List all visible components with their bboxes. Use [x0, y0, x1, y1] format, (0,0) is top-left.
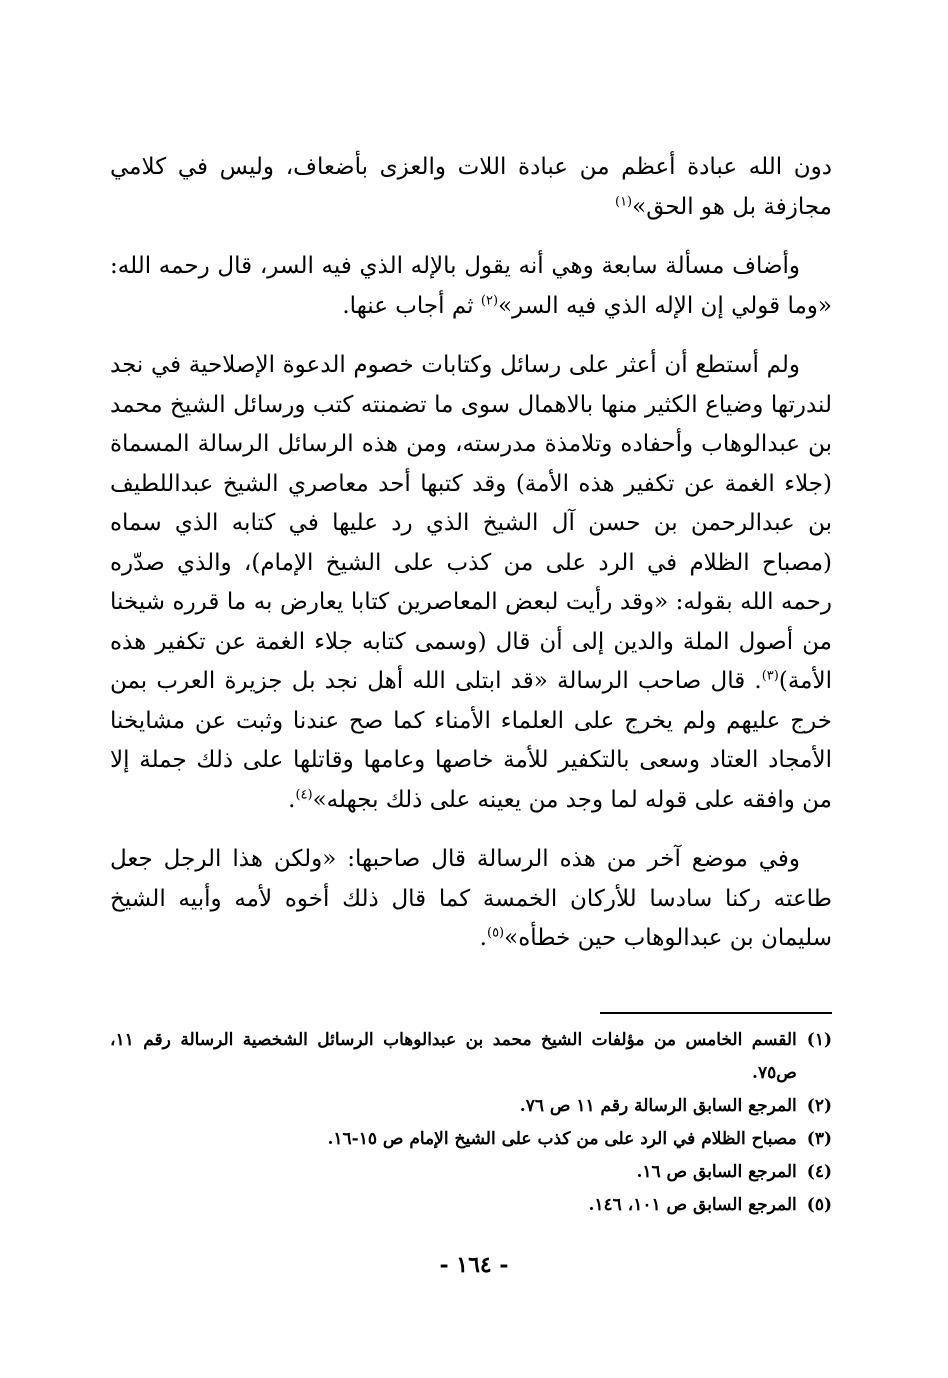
footnote-5 [110, 1189, 832, 1222]
footnote-1-number: (١) [806, 1030, 832, 1050]
paragraph-3-tail: . قال صاحب الرسالة «قد ابتلى الله أهل نجد بل جزيرة العرب بمن خرج عليهم ولم يخرج على العلماء الأمناء كما صح عندنا وثبت عن مشايخنا الأمجاد العتاد وسعى بالتكفير للأمة خاصها وعامها وقاتلها على ذلك جملة إلا من وافقه على قوله لما وجد من يعينه على ذلك بجهله» [110, 668, 832, 813]
footnote-4 [110, 1156, 832, 1189]
footnote-2 [110, 1090, 832, 1123]
footnote-3-text: مصباح الظلام في الرد على من كذب على الشيخ الإمام ص ١٥-١٦. [327, 1129, 797, 1149]
paragraph-4 [110, 840, 832, 959]
paragraph-3 [110, 346, 832, 820]
footnote-3 [110, 1123, 832, 1156]
footnote-5-number: (٥) [806, 1195, 832, 1215]
paragraph-2 [110, 247, 832, 326]
footnote-3-number: (٣) [806, 1129, 832, 1149]
paragraph-1-text: دون الله عبادة أعظم من عبادة اللات والعزى بأضعاف، وليس في كلامي مجازفة بل هو الحق» [110, 154, 832, 220]
page-number: - ١٦٤ - [439, 1252, 509, 1278]
footnote-ref-4: (٤) [295, 786, 313, 802]
paragraph-4-text: وفي موضع آخر من هذه الرسالة قال صاحبها: «ولكن هذا الرجل جعل طاعته ركنا سادسا للأركان الخمسة كما قال ذلك أخوه لأمه وأبيه الشيخ سليمان بن عبدالوهاب حين خطأه» [110, 846, 832, 951]
footnote-ref-2: (٢) [480, 292, 499, 308]
footnote-2-number: (٢) [806, 1096, 832, 1116]
footnote-ref-1: (١) [614, 193, 633, 209]
footnote-4-text: المرجع السابق ص ١٦. [636, 1162, 797, 1182]
footnote-1-text: القسم الخامس من مؤلفات الشيخ محمد بن عبدالوهاب الرسائل الشخصية الرسالة رقم ١١، ص٧٥. [110, 1030, 797, 1083]
footnote-5-text: المرجع السابق ص ١٠١، ١٤٦. [588, 1195, 797, 1215]
paragraph-4-tail: . [479, 925, 487, 951]
footnotes [110, 1024, 832, 1222]
footnote-1 [110, 1024, 832, 1090]
paragraph-1 [110, 148, 832, 227]
footnote-4-number: (٤) [806, 1162, 832, 1182]
paragraph-3-tail-2: . [288, 786, 296, 813]
paragraph-2-text: وأضاف مسألة سابعة وهي أنه يقول بالإله الذي فيه السر، قال رحمه الله: «وما قولي إن الإله الذي فيه السر» [110, 253, 832, 319]
body-text [110, 148, 832, 979]
footnote-ref-3: (٣) [761, 668, 779, 684]
footnote-2-text: المرجع السابق الرسالة رقم ١١ ص ٧٦. [519, 1096, 797, 1116]
footnote-separator [600, 1012, 832, 1014]
footnote-ref-5: (٥) [486, 925, 505, 941]
paragraph-3-text: ولم أستطع أن أعثر على رسائل وكتابات خصوم الدعوة الإصلاحية في نجد لندرتها وضياع الكثير منها بالاهمال سوى ما تضمنته كتب ورسائل الشيخ محمد بن عبدالوهاب وأحفاده وتلامذة مدرسته، ومن هذه الرسائل الرسالة المسماة (جلاء الغمة عن تكفير هذه الأمة) وقد كتبها أحد معاصري الشيخ عبداللطيف بن عبدالرحمن بن حسن آل الشيخ الذي رد عليها في كتابه الذي سماه (مصباح الظلام في الرد على من كذب على الشيخ الإمام)، والذي صدّره رحمه الله بقوله: «وقد رأيت لبعض المعاصرين كتابا يعارض به ما قرره شيخنا من أصول الملة والدين إلى أن قال (وسمى كتابه جلاء الغمة عن تكفير هذه الأمة) [110, 352, 832, 694]
paragraph-2-tail: ثم أجاب عنها. [342, 292, 481, 319]
